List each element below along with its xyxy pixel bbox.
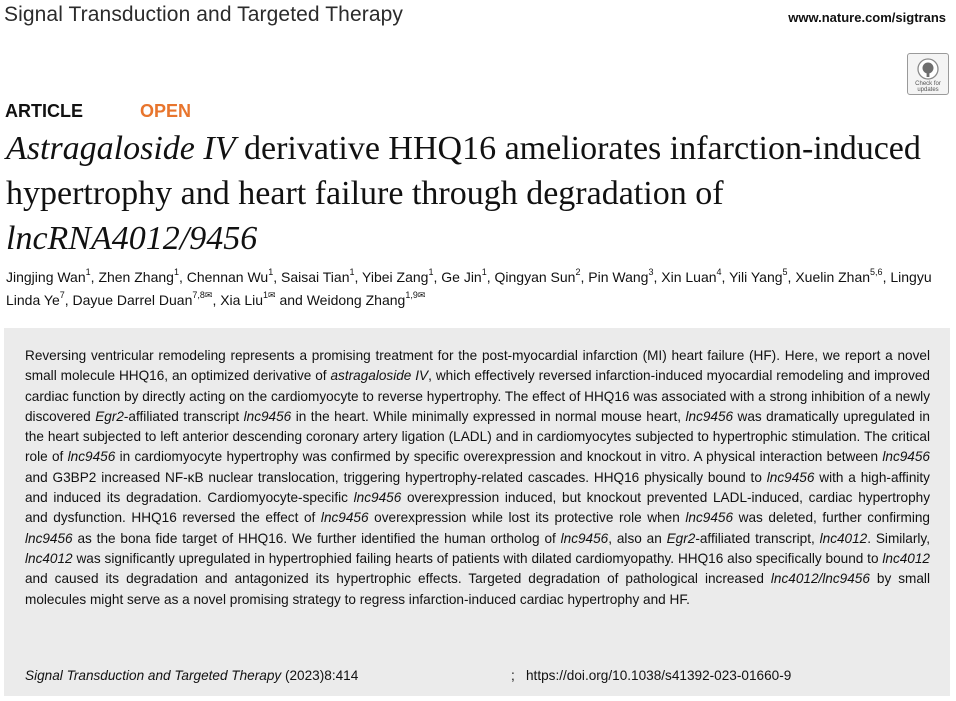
- check-for-updates-label: Check for updates: [915, 81, 941, 93]
- author-name[interactable]: Xuelin Zhan: [795, 269, 871, 285]
- author-name[interactable]: Zhen Zhang: [98, 269, 174, 285]
- title-italic-compound: Astragaloside IV: [6, 130, 236, 167]
- journal-website-link[interactable]: www.nature.com/sigtrans: [788, 10, 946, 25]
- author-separator: ,: [580, 269, 589, 285]
- abstract-segment: by small molecules might serve as a novel promising strategy to regress infarction-induced cardiac hypertrophy and HF.: [25, 571, 930, 607]
- abstract-italic-term: Egr2: [666, 530, 696, 546]
- abstract-segment: overexpression induced, but knockout prevented LADL-induced, cardiac hypertrophy and dysfunction. HHQ16 reversed the effect of: [25, 490, 930, 526]
- abstract-segment: with a high-affinity and induced its degradation. Cardiomyocyte-specific: [25, 469, 930, 506]
- author-name[interactable]: Lingyu Linda Ye: [6, 269, 932, 308]
- author-affiliation: 1: [85, 267, 91, 278]
- author-name[interactable]: Yibei Zang: [362, 269, 429, 285]
- author-name[interactable]: Xin Luan: [661, 269, 717, 285]
- abstract-box: [4, 328, 950, 696]
- title-main-text: derivative HHQ16 ameliorates infarction-induced hypertrophy and heart failure through degradation of: [6, 130, 921, 212]
- abstract-segment: and caused its degradation and antagonized its hypertrophic effects. Targeted degradation of pathological increased: [25, 571, 771, 587]
- author-name[interactable]: Pin Wang: [588, 269, 649, 285]
- abstract-italic-term: lnc4012: [25, 550, 73, 566]
- author-separator: ,: [212, 292, 221, 308]
- abstract-italic-term: lnc9456: [766, 469, 815, 485]
- abstract-italic-term: lnc9456: [882, 449, 930, 465]
- author-list: [6, 266, 946, 312]
- author-affiliation: 1: [173, 267, 179, 278]
- author-separator: ,: [882, 269, 891, 285]
- abstract-italic-term: lnc4012/lnc9456: [770, 571, 870, 587]
- author-name[interactable]: Saisai Tian: [281, 269, 350, 285]
- abstract-segment: , which effectively reversed infarction-induced myocardial remodeling and improved cardiac function by directly acting on the cardiomyocyte to reverse hypertrophy. The effect of HHQ16 was associated with a strong inhibition of a newly discovered: [25, 368, 930, 424]
- author-separator: ,: [354, 269, 363, 285]
- author-name[interactable]: Yili Yang: [729, 269, 783, 285]
- abstract-italic-term: Egr2: [95, 408, 124, 424]
- author-affiliation: 1: [268, 267, 274, 278]
- citation-journal: Signal Transduction and Targeted Therapy: [25, 668, 282, 683]
- citation-volume: (2023)8:414: [281, 668, 359, 683]
- author-name[interactable]: Weidong Zhang: [306, 292, 406, 308]
- abstract-italic-term: lnc9456: [353, 490, 402, 506]
- article-title: [6, 126, 951, 261]
- author-affiliation: 1: [349, 267, 355, 278]
- author-affiliation: 7,8✉: [192, 290, 213, 301]
- author-joiner: and: [275, 292, 307, 308]
- abstract-segment: in cardiomyocyte hypertrophy was confirmed by specific overexpression and knockout in vitro. A physical interaction between: [115, 449, 883, 465]
- author-affiliation: 1,9✉: [405, 290, 426, 301]
- abstract-italic-term: lnc9456: [67, 449, 116, 465]
- abstract-segment: and G3BP2 increased NF-κB nuclear translocation, triggering hypertrophy-related cascades. HHQ16 physically bound to: [25, 469, 767, 485]
- author-name[interactable]: Ge Jin: [441, 269, 482, 285]
- author-name[interactable]: Chennan Wu: [186, 269, 269, 285]
- author-separator: ,: [178, 269, 187, 285]
- abstract-segment: in the heart. While minimally expressed in normal mouse heart,: [291, 408, 686, 424]
- abstract-italic-term: lnc9456: [25, 530, 73, 546]
- abstract-segment: . Similarly,: [867, 530, 930, 546]
- abstract-segment: as the bona fide target of HHQ16. We further identified the human ortholog of: [72, 530, 561, 546]
- author-separator: ,: [653, 269, 662, 285]
- author-affiliation: 1: [481, 267, 487, 278]
- abstract-italic-term: lnc9456: [243, 408, 292, 424]
- abstract-italic-term: lnc4012: [819, 530, 868, 546]
- article-type: ARTICLE: [5, 101, 83, 121]
- author-affiliation: 5,6: [870, 267, 883, 278]
- abstract-segment: , also an: [608, 530, 667, 546]
- abstract-segment: overexpression while lost its protective role when: [368, 510, 686, 526]
- abstract-italic-term: lnc4012: [882, 550, 930, 566]
- abstract-italic-term: lnc9456: [560, 530, 609, 546]
- citation-line: [25, 668, 792, 683]
- author-affiliation: 2: [575, 267, 581, 278]
- abstract-segment: was dramatically upregulated in the heart subjected to left anterior descending coronary artery ligation (LADL) and in cardiomyocytes subjected to hypertrophic stimulation. The critical role of: [25, 408, 930, 465]
- author-separator: ,: [273, 269, 281, 285]
- author-name[interactable]: Qingyan Sun: [494, 269, 576, 285]
- author-affiliation: 1: [428, 267, 434, 278]
- author-separator: ,: [486, 269, 495, 285]
- abstract-segment: was deleted, further confirming: [733, 510, 930, 526]
- abstract-italic-term: lnc9456: [685, 408, 734, 424]
- author-separator: ,: [433, 269, 442, 285]
- abstract-italic-term: lnc9456: [320, 510, 369, 526]
- author-separator: ,: [90, 269, 99, 285]
- doi-link[interactable]: https://doi.org/10.1038/s41392-023-01660-9: [526, 668, 792, 683]
- author-separator: ,: [787, 269, 796, 285]
- author-affiliation: 7: [59, 290, 65, 301]
- abstract-segment: -affiliated transcript: [123, 408, 244, 424]
- abstract-italic-term: lnc9456: [685, 510, 734, 526]
- author-name[interactable]: Jingjing Wan: [6, 269, 86, 285]
- check-for-updates-badge[interactable]: [907, 53, 949, 95]
- abstract-segment: -affiliated transcript,: [695, 530, 820, 546]
- title-italic-lncrna: lncRNA4012/9456: [6, 220, 258, 257]
- abstract-italic-term: astragaloside IV: [330, 368, 429, 384]
- check-for-updates-icon: [917, 58, 939, 80]
- journal-name: Signal Transduction and Targeted Therapy: [4, 3, 403, 26]
- author-affiliation: 1✉: [263, 290, 276, 301]
- open-access-label: OPEN: [140, 101, 192, 121]
- author-separator: ,: [721, 269, 730, 285]
- author-affiliation: 4: [716, 267, 722, 278]
- author-name[interactable]: Dayue Darrel Duan: [72, 292, 193, 308]
- author-name[interactable]: Xia Liu: [220, 292, 264, 308]
- author-separator: ,: [64, 292, 73, 308]
- abstract-text: [25, 346, 930, 610]
- author-affiliation: 5: [782, 267, 788, 278]
- author-affiliation: 3: [648, 267, 654, 278]
- abstract-segment: was significantly upregulated in hypertrophied failing hearts of patients with dilated cardiomyopathy. HHQ16 also specifically bound to: [72, 550, 883, 566]
- citation-separator: ;: [511, 668, 515, 683]
- abstract-segment: Reversing ventricular remodeling represents a promising treatment for the post-myocardial infarction (MI) heart failure (HF). Here, we report a novel small molecule HHQ16, an optimized derivative of: [25, 348, 930, 384]
